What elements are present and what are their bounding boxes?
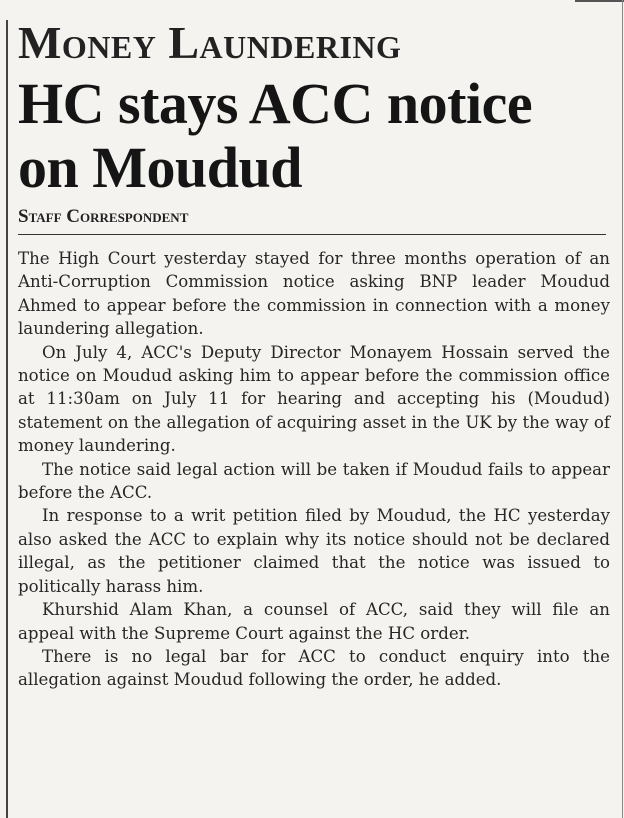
headline-line-2: on Moudud xyxy=(18,135,303,200)
article-paragraph: The notice said legal action will be taken if Moudud fails to appear before the ACC. xyxy=(18,459,610,503)
article-paragraph: In response to a writ petition filed by Moudud, the HC yesterday also asked the ACC to explain why its notice should not be declared illegal, as the petitioner claimed that the notice was issued to politically harass him. xyxy=(18,506,610,596)
article-byline: Staff Correspondent xyxy=(18,206,189,227)
headline-line-1: HC stays ACC notice xyxy=(18,71,533,136)
article-body xyxy=(18,247,610,692)
right-edge-rule xyxy=(622,0,623,818)
article-paragraph: On July 4, ACC's Deputy Director Monayem Hossain served the notice on Moudud asking him to appear before the commission office at 11:30am on July 11 for hearing and accepting his (Moudud) statement on the allegation of acquiring asset in the UK by the way of money laundering. xyxy=(18,342,610,456)
left-column-rule xyxy=(6,20,8,818)
top-corner-rule xyxy=(575,0,624,2)
article-kicker: Money Laundering xyxy=(18,17,402,68)
article-paragraph: There is no legal bar for ACC to conduct enquiry into the allegation against Moudud following the order, he added. xyxy=(18,646,610,690)
article-paragraph: Khurshid Alam Khan, a counsel of ACC, said they will file an appeal with the Supreme Court against the HC order. xyxy=(18,600,610,643)
article-headline xyxy=(18,72,610,200)
article-paragraph: The High Court yesterday stayed for three months operation of an Anti-Corruption Commission notice asking BNP leader Moudud Ahmed to appear before the commission in connection with a money laundering allegation. xyxy=(18,249,610,339)
news-article xyxy=(18,18,610,692)
byline-divider xyxy=(18,234,606,235)
